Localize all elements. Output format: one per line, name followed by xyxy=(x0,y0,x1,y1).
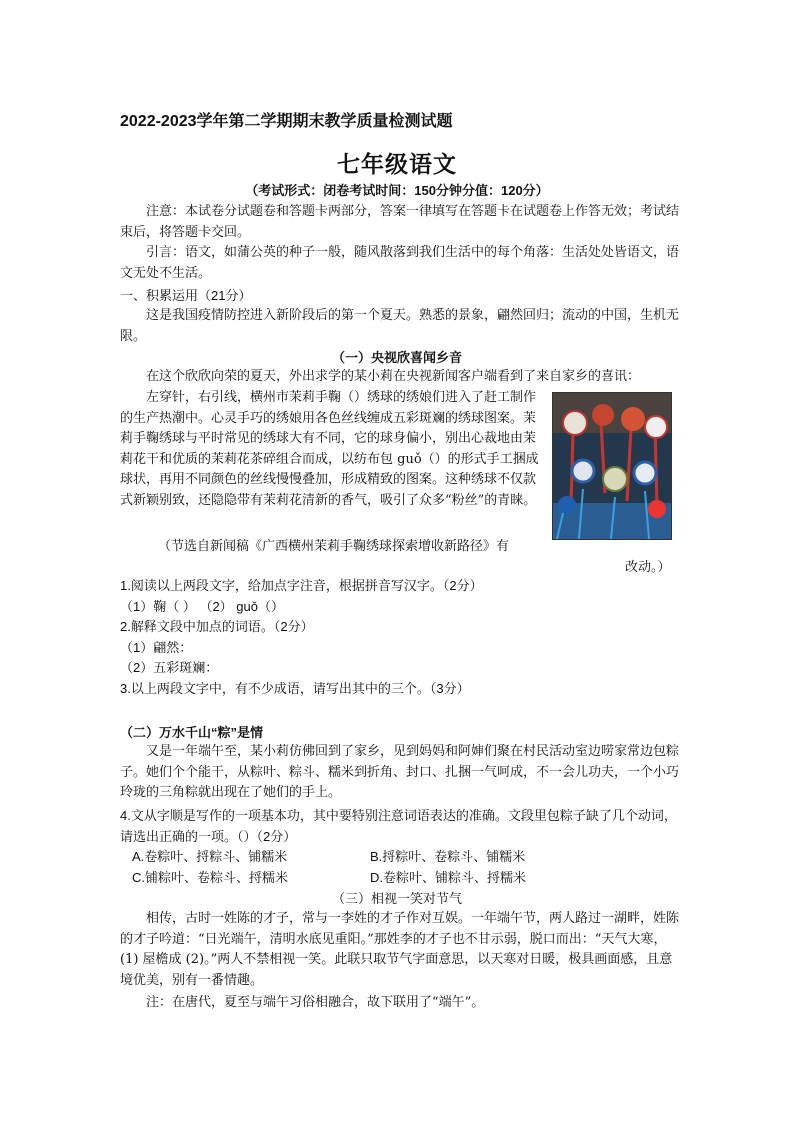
embroidered-ball-icon xyxy=(553,393,671,539)
notice-text: 注意：本试卷分试题卷和答题卡两部分，答案一律填写在答题卡在试题卷上作答无效；考试结束后，将答题卡交回。 xyxy=(120,204,680,240)
section1-source-end: 改动。） xyxy=(625,560,671,575)
section2-para: 又是一年端午至，某小莉仿佛回到了家乡，见到妈妈和阿婶们聚在村民活动室边唠家常边包粽子。她们个个能干，从粽叶、粽斗、糯米到折角、封口、扎捆一气呵成，不一会儿功夫，一个小巧玲珑的三角粽就出现在了她们的手上。 xyxy=(120,744,680,800)
section3-note: 注：在唐代，夏至与端午习俗相融合，故下联用了“端午”。 xyxy=(146,995,485,1010)
option-b: B.捋粽叶、卷粽斗、铺糯米 xyxy=(370,849,526,864)
section1-title: （一）央视欣喜闻乡音 xyxy=(331,350,462,365)
option-d: D.卷粽叶、铺粽斗、捋糯米 xyxy=(370,869,527,885)
exam-title: 2022-2023学年第二学期期末教学质量检测试题 xyxy=(120,113,453,130)
section1-source: （节选自新闻稿《广西横州茉莉手鞠绣球探索增收新路径》有 xyxy=(158,539,510,554)
section3-para: 相传，古时一姓陈的才子，常与一李姓的才子作对互娱。一年端午节，两人路过一湖畔，姓陈的才子吟道：“日光端午，清明水底见重阳。”那姓李的才子也不甘示弱，脱口而出：“天气大寒，(1) 屋檐成 (2)。”两人不禁相视一笑。此联只取节气字面意思，以天寒对日暖，极具画面感，且意境优美，别有一番情趣。 xyxy=(120,911,680,988)
embroidered-ball-image xyxy=(552,392,672,540)
question-2-part-2: （2）五彩斑斓： xyxy=(120,660,219,675)
subject-title: 七年级语文 xyxy=(337,151,457,177)
section2-title: （二）万水千山“粽”是情 xyxy=(120,725,264,740)
intro-text: 引言：语文，如蒲公英的种子一般，随风散落到我们生活中的每个角落：生活处处皆语文，语文无处不生活。 xyxy=(120,245,680,281)
question-1: 1.阅读以上两段文字，给加点字注音，根据拼音写汉字。（2分） xyxy=(120,578,483,593)
part1-title: 一、积累运用（21分） xyxy=(120,288,252,303)
option-c: C.铺粽叶、卷粽斗、捋糯米 xyxy=(132,869,289,885)
part1-lead: 这是我国疫情防控进入新阶段后的第一个夏天。熟悉的景象，翩然回归；流动的中国，生机无限。 xyxy=(120,308,680,344)
questions-1 xyxy=(120,576,680,699)
question-1-parts: （1）鞠（ ） （2） guǒ（） xyxy=(120,598,284,614)
section1-para1: 在这个欣欣向荣的夏天，外出求学的某小莉在央视新闻客户端看到了来自家乡的喜讯： xyxy=(146,369,641,384)
question-2: 2.解释文段中加点的词语。（2分） xyxy=(120,619,314,634)
section1-para2: 左穿针，右引线，横州市茉莉手鞠（）绣球的绣娘们进入了赶工制作的生产热潮中。心灵手巧的绣娘用各色丝线缠成五彩斑斓的绣球图案。茉莉手鞠绣球与平时常见的绣球大有不同，它的球身偏小，别出心裁地由茉莉花干和优质的茉莉花茶碎组合而成，以纺布包 guǒ（）的形式手工捆成球状，再用不同颜色的丝线慢慢叠加，形成精致的图案。这种绣球不仅款式新颖别致，还隐隐带有茉莉花清新的香气，吸引了众多“粉丝”的青睐。 xyxy=(120,390,539,508)
option-a: A.卷粽叶、捋粽斗、铺糯米 xyxy=(132,849,288,864)
question-2-part-1: （1）翩然： xyxy=(120,639,193,655)
question-4-options xyxy=(132,847,692,888)
question-3: 3.以上两段文字中，有不少成语，请写出其中的三个。（3分） xyxy=(120,680,470,696)
section3-title: （三）相视一笑对节气 xyxy=(331,891,462,906)
question-4: 4.文从字顺是写作的一项基本功，其中要特别注意词语表达的准确。文段里包粽子缺了几个动词，请选出正确的一项。（）（2分） xyxy=(120,808,677,844)
exam-info: （考试形式：闭卷考试时间：150分钟分值：120分） xyxy=(245,183,549,198)
